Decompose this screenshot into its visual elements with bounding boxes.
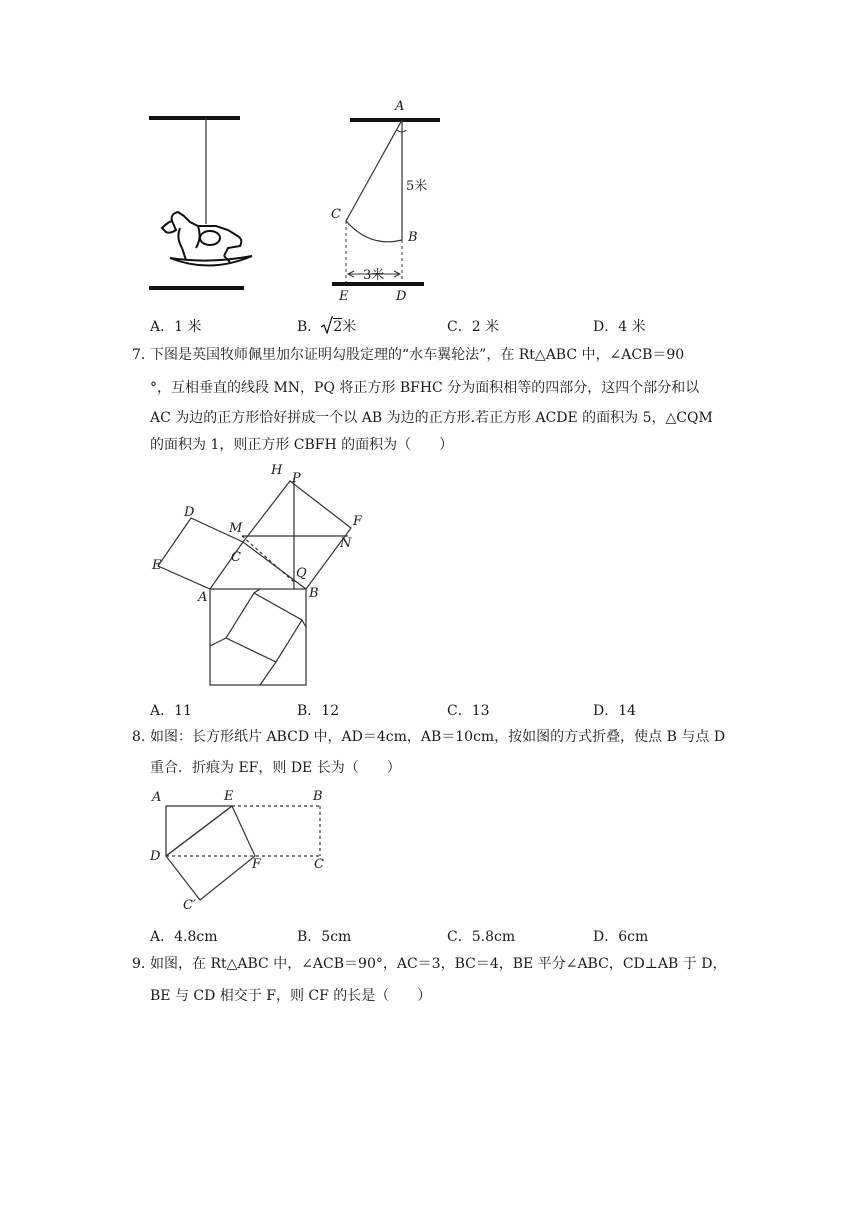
q7-label-A: A xyxy=(198,590,208,605)
q6-label-5m: 5米 xyxy=(406,179,428,194)
segment-AC xyxy=(346,120,402,221)
q6-label-3m: 3米 xyxy=(363,268,385,283)
q8-label-F: F xyxy=(252,857,262,872)
q9-number: 9． xyxy=(132,956,155,972)
q7-label-E: E xyxy=(152,558,162,573)
q7-line-2: °，互相垂直的线段 MN，PQ 将正方形 BFHC 分为面积相等的四部分，这四个部分和以 xyxy=(150,380,700,396)
q7-label-P: P xyxy=(292,471,301,486)
sqrt-sign-icon xyxy=(321,316,333,334)
q8-option-b[interactable]: B．5cm xyxy=(297,929,352,945)
q7-label-C: C xyxy=(231,550,241,565)
q8-option-d[interactable]: D．6cm xyxy=(593,929,649,945)
q6-label-B: B xyxy=(408,230,418,245)
q7-label-M: M xyxy=(229,521,243,536)
q7-label-F: F xyxy=(353,514,363,529)
q8-line-2: 重合．折痕为 EF，则 DE 长为（ ） xyxy=(150,760,401,776)
q6-label-A: A xyxy=(395,99,405,114)
q6-option-c[interactable]: C．2 米 xyxy=(447,319,500,335)
q8-label-C-prime: C′ xyxy=(183,898,196,913)
q7-label-D: D xyxy=(184,505,195,520)
q7-option-b[interactable]: B．12 xyxy=(297,703,340,719)
q6-label-E: E xyxy=(339,289,349,304)
segment-MQ-dashed xyxy=(242,536,294,582)
folded-quad xyxy=(166,806,255,900)
q6-option-a[interactable]: A．1 米 xyxy=(150,319,202,335)
q6-label-D: D xyxy=(396,289,407,304)
arc-CB xyxy=(346,221,402,242)
q7-figure xyxy=(150,462,370,692)
q8-figure xyxy=(150,790,340,910)
q8-option-a[interactable]: A．4.8cm xyxy=(150,929,218,945)
q7-option-a[interactable]: A．11 xyxy=(150,703,192,719)
q8-label-C: C xyxy=(314,857,324,872)
q6-option-d[interactable]: D．4 米 xyxy=(593,319,646,335)
q8-label-E: E xyxy=(224,789,234,804)
q8-label-B: B xyxy=(313,789,323,804)
q7-line-1: 下图是英国牧师佩里加尔证明勾股定理的“水车翼轮法”，在 Rt△ABC 中，∠ACB＝90 xyxy=(150,347,685,363)
q9-line-1: 如图，在 Rt△ABC 中，∠ACB＝90°，AC＝3，BC＝4，BE 平分∠ABC，CD⊥AB 于 D， xyxy=(150,956,727,972)
segment-DE xyxy=(166,806,232,856)
q7-label-N: N xyxy=(340,536,352,551)
q7-option-d[interactable]: D．14 xyxy=(593,703,637,719)
q8-line-1: 如图：长方形纸片 ABCD 中，AD＝4cm，AB＝10cm，按如图的方式折叠，使点 B 与点 D xyxy=(150,729,726,745)
q7-line-4: 的面积为 1，则正方形 CBFH 的面积为（ ） xyxy=(150,437,454,453)
inner-square xyxy=(226,593,302,662)
q6-option-b[interactable]: B． 2米 xyxy=(297,316,356,336)
q8-number: 8． xyxy=(132,729,155,745)
q8-label-D: D xyxy=(150,849,161,864)
q7-label-B: B xyxy=(309,586,319,601)
rocking-horse-icon xyxy=(162,212,252,266)
q8-option-c[interactable]: C．5.8cm xyxy=(447,929,516,945)
q6-figure xyxy=(140,98,440,310)
q7-number: 7． xyxy=(132,347,155,363)
q7-label-Q: Q xyxy=(296,566,307,581)
q9-line-2: BE 与 CD 相交于 F，则 CF 的长是（ ） xyxy=(150,988,432,1004)
q8-label-A: A xyxy=(152,790,162,805)
q6-label-C: C xyxy=(331,207,341,222)
q7-option-c[interactable]: C．13 xyxy=(447,703,490,719)
q7-line-3: AC 为边的正方形恰好拼成一个以 AB 为边的正方形.若正方形 ACDE 的面积为 5，△CQM xyxy=(150,410,713,426)
q7-label-H: H xyxy=(271,463,283,478)
